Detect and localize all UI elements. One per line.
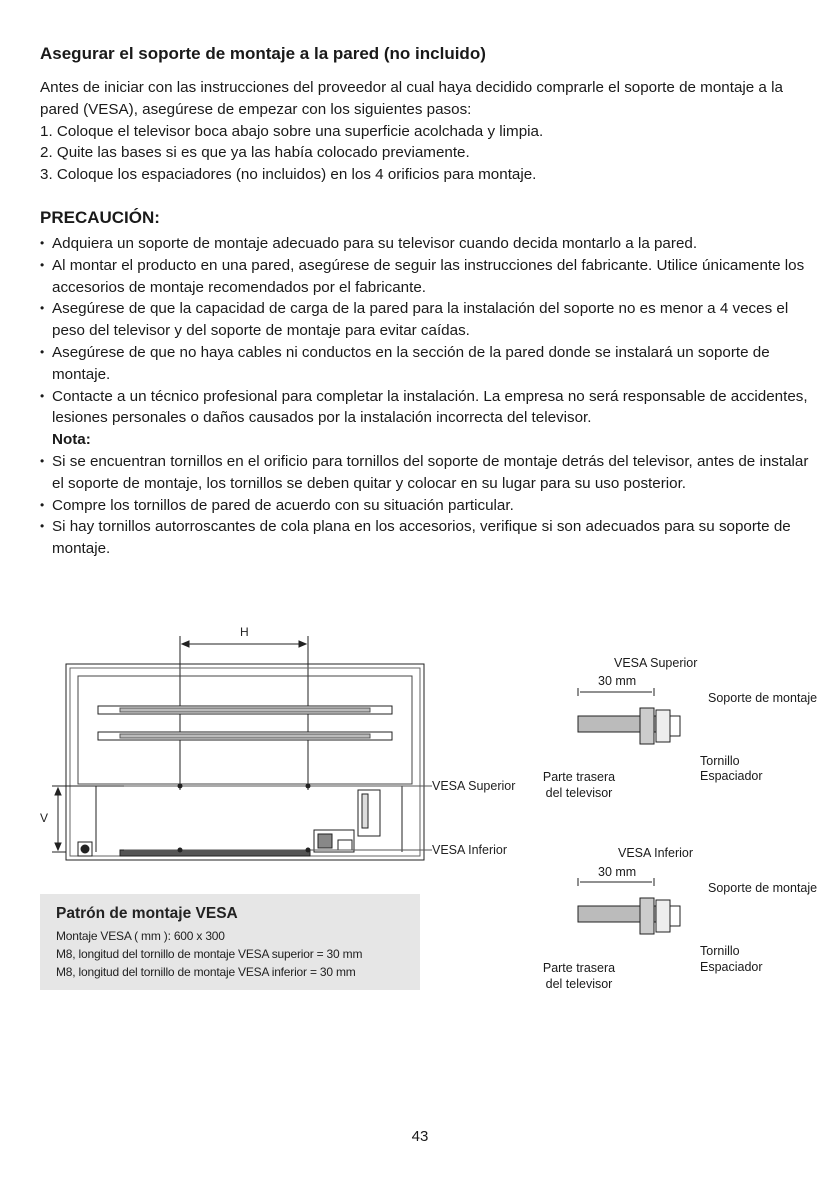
spec-line: M8, longitud del tornillo de montaje VESA inferior = 30 mm xyxy=(56,965,356,979)
note-item: • Compre los tornillos de pared de acuerdo con su situación particular. xyxy=(40,495,820,517)
caution-item: • Asegúrese de que no haya cables ni conductos en la sección de la pared donde se instalará un soporte de montaje. xyxy=(40,342,820,386)
v-dimension-label: V xyxy=(40,811,49,825)
detail-upper-espaciador: Espaciador xyxy=(700,769,763,783)
steps-list xyxy=(40,121,820,186)
caution-item: • Asegúrese de que la capacidad de carga de la pared para la instalación del soporte no es menor a 4 veces el peso del televisor y del soporte de montaje para evitar caídas. xyxy=(40,298,820,342)
spec-line: M8, longitud del tornillo de montaje VESA superior = 30 mm xyxy=(56,947,363,961)
spec-title: Patrón de montaje VESA xyxy=(56,905,238,922)
screw-detail-upper xyxy=(570,686,700,776)
detail-upper-parte-trasera: Parte trasera del televisor xyxy=(542,770,616,800)
caution-item: • Adquiera un soporte de montaje adecuado para su televisor cuando decida montarlo a la pared. xyxy=(40,233,820,255)
step-item: 1. Coloque el televisor boca abajo sobre una superficie acolchada y limpia. xyxy=(40,122,544,140)
caution-item: • Al montar el producto en una pared, asegúrese de seguir las instrucciones del fabricante. Utilice únicamente los accesorios de montaje recomendados por el fabricante. xyxy=(40,255,820,299)
note-title: Nota: xyxy=(52,431,91,449)
caution-list xyxy=(40,233,820,429)
note-item: • Si se encuentran tornillos en el orificio para tornillos del soporte de montaje detrás del televisor, antes de instalar el soporte de montaje, los tornillos se deben quitar y colocar en su lugar para su uso posterior. xyxy=(40,451,820,495)
step-item: 3. Coloque los espaciadores (no incluidos) en los 4 orificios para montaje. xyxy=(40,166,537,184)
tv-back-diagram xyxy=(0,620,520,880)
note-list xyxy=(40,451,820,560)
intro-block xyxy=(40,77,820,186)
caution-block xyxy=(40,233,820,560)
screw-detail-lower xyxy=(570,876,700,966)
vesa-upper-label: VESA Superior xyxy=(432,779,516,793)
h-dimension-label: H xyxy=(240,625,249,639)
spec-line: Montaje VESA ( mm ): 600 x 300 xyxy=(56,929,225,943)
section-title: Asegurar el soporte de montaje a la pared (no incluido) xyxy=(40,44,486,63)
caution-item: • Contacte a un técnico profesional para completar la instalación. La empresa no será responsable de accidentes, lesiones personales o daños causados por la instalación incorrecta del televisor. xyxy=(40,386,820,430)
intro-text: Antes de iniciar con las instrucciones del proveedor al cual haya decidido comprarle el soporte de montaje a la pared (VESA), asegúrese de empezar con los siguientes pasos: xyxy=(40,79,783,118)
detail-lower-tornillo: Tornillo xyxy=(700,944,740,958)
page-number: 43 xyxy=(411,1128,429,1145)
detail-upper-dim: 30 mm xyxy=(598,674,637,688)
step-item: 2. Quite las bases si es que ya las había colocado previamente. xyxy=(40,144,470,162)
detail-lower-soporte: Soporte de montaje xyxy=(708,881,818,895)
vesa-lower-label: VESA Inferior xyxy=(432,843,508,857)
caution-title: PRECAUCIÓN: xyxy=(40,208,160,227)
detail-lower-title: VESA Inferior xyxy=(618,846,694,860)
detail-upper-tornillo: Tornillo xyxy=(700,754,740,768)
detail-lower-parte-trasera: Parte trasera del televisor xyxy=(542,961,616,991)
detail-lower-dim: 30 mm xyxy=(598,865,637,879)
note-item: • Si hay tornillos autorroscantes de cola plana en los accesorios, verifique si son adecuados para su soporte de montaje. xyxy=(40,516,820,560)
detail-lower-espaciador: Espaciador xyxy=(700,960,763,974)
detail-upper-soporte: Soporte de montaje xyxy=(708,691,818,705)
detail-upper-title: VESA Superior xyxy=(614,656,698,670)
vesa-spec-box xyxy=(40,894,420,990)
